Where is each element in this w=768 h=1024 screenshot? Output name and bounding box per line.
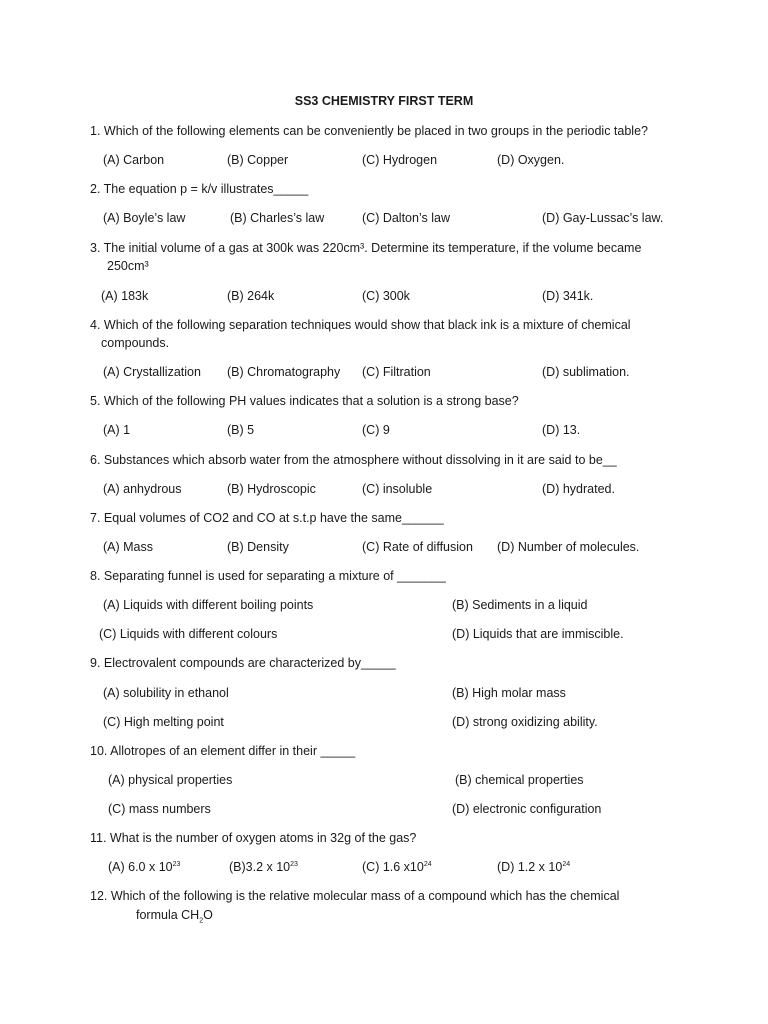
q1-option-c: (C) Hydrogen xyxy=(362,153,438,167)
q11-option-d xyxy=(497,860,570,874)
q7-option-c: (C) Rate of diffusion xyxy=(362,540,473,554)
q4-option-b: (B) Chromatography xyxy=(227,365,341,379)
question-4: 4. Which of the following separation techniques would show that black ink is a mixture of chemical xyxy=(90,318,631,332)
q2-option-a: (A) Boyle’s law xyxy=(103,211,186,225)
q11-option-d-exponent: 24 xyxy=(562,860,571,868)
q12-formula-post: O xyxy=(203,908,213,922)
q3-option-c: (C) 300k xyxy=(362,289,410,303)
q9-option-c: (C) High melting point xyxy=(103,715,224,729)
question-12: 12. Which of the following is the relative molecular mass of a compound which has the chemical xyxy=(90,889,620,903)
question-10: 10. Allotropes of an element differ in their _____ xyxy=(90,744,356,758)
question-6: 6. Substances which absorb water from the atmosphere without dissolving in it are said to be__ xyxy=(90,453,617,467)
q4-option-d: (D) sublimation. xyxy=(542,365,630,379)
q10-option-d: (D) electronic configuration xyxy=(452,802,602,816)
q11-option-c xyxy=(362,860,432,874)
q9-option-d: (D) strong oxidizing ability. xyxy=(452,715,598,729)
q11-option-d-base: (D) 1.2 x 10 xyxy=(497,860,563,874)
q1-option-a: (A) Carbon xyxy=(103,153,165,167)
question-3: 3. The initial volume of a gas at 300k was 220cm³. Determine its temperature, if the volume became xyxy=(90,241,642,255)
q6-option-a: (A) anhydrous xyxy=(103,482,182,496)
q10-option-a: (A) physical properties xyxy=(108,773,233,787)
q8-option-a: (A) Liquids with different boiling points xyxy=(103,598,314,612)
q1-option-b: (B) Copper xyxy=(227,153,289,167)
q2-option-c: (C) Dalton’s law xyxy=(362,211,450,225)
question-1: 1. Which of the following elements can be conveniently be placed in two groups in the periodic table? xyxy=(90,124,648,138)
question-9: 9. Electrovalent compounds are characterized by_____ xyxy=(90,656,396,670)
q4-option-c: (C) Filtration xyxy=(362,365,431,379)
q8-option-b: (B) Sediments in a liquid xyxy=(452,598,588,612)
q8-option-c: (C) Liquids with different colours xyxy=(99,627,278,641)
q4-option-a: (A) Crystallization xyxy=(103,365,201,379)
page-title: SS3 CHEMISTRY FIRST TERM xyxy=(294,94,474,108)
question-3-continuation: 250cm³ xyxy=(107,259,149,273)
q11-option-a-exponent: 23 xyxy=(172,860,181,868)
q7-option-a: (A) Mass xyxy=(103,540,153,554)
q3-option-b: (B) 264k xyxy=(227,289,275,303)
q9-option-b: (B) High molar mass xyxy=(452,686,566,700)
q7-option-d: (D) Number of molecules. xyxy=(497,540,640,554)
q10-option-c: (C) mass numbers xyxy=(108,802,211,816)
q11-option-b-exponent: 23 xyxy=(290,860,298,868)
q12-formula-subscript: 2 xyxy=(199,917,204,925)
q5-option-b: (B) 5 xyxy=(227,423,255,437)
q8-option-d: (D) Liquids that are immiscible. xyxy=(452,627,624,641)
question-12-continuation xyxy=(136,908,213,925)
q11-option-b xyxy=(229,860,298,874)
q3-option-d: (D) 341k. xyxy=(542,289,594,303)
q11-option-c-base: (C) 1.6 x10 xyxy=(362,860,424,874)
question-4-continuation: compounds. xyxy=(101,336,170,350)
q11-option-c-exponent: 24 xyxy=(423,860,432,868)
q11-option-b-base: (B)3.2 x 10 xyxy=(229,860,291,874)
q12-formula-pre: formula CH xyxy=(136,908,200,922)
q2-option-b: (B) Charles’s law xyxy=(230,211,325,225)
q6-option-d: (D) hydrated. xyxy=(542,482,615,496)
q3-option-a: (A) 183k xyxy=(101,289,149,303)
q1-option-d: (D) Oxygen. xyxy=(497,153,565,167)
q6-option-b: (B) Hydroscopic xyxy=(227,482,316,496)
question-7: 7. Equal volumes of CO2 and CO at s.t.p have the same______ xyxy=(90,511,444,525)
q7-option-b: (B) Density xyxy=(227,540,289,554)
q2-option-d: (D) Gay-Lussac’s law. xyxy=(542,211,664,225)
q10-option-b: (B) chemical properties xyxy=(455,773,584,787)
question-11: 11. What is the number of oxygen atoms in 32g of the gas? xyxy=(90,831,417,845)
q9-option-a: (A) solubility in ethanol xyxy=(103,686,229,700)
q6-option-c: (C) insoluble xyxy=(362,482,433,496)
question-5: 5. Which of the following PH values indicates that a solution is a strong base? xyxy=(90,394,519,408)
q5-option-a: (A) 1 xyxy=(103,423,131,437)
question-8: 8. Separating funnel is used for separating a mixture of _______ xyxy=(90,569,446,583)
q11-option-a-base: (A) 6.0 x 10 xyxy=(108,860,173,874)
q5-option-c: (C) 9 xyxy=(362,423,390,437)
q5-option-d: (D) 13. xyxy=(542,423,581,437)
q11-option-a xyxy=(108,860,180,874)
question-2: 2. The equation p = k/v illustrates_____ xyxy=(90,182,309,196)
